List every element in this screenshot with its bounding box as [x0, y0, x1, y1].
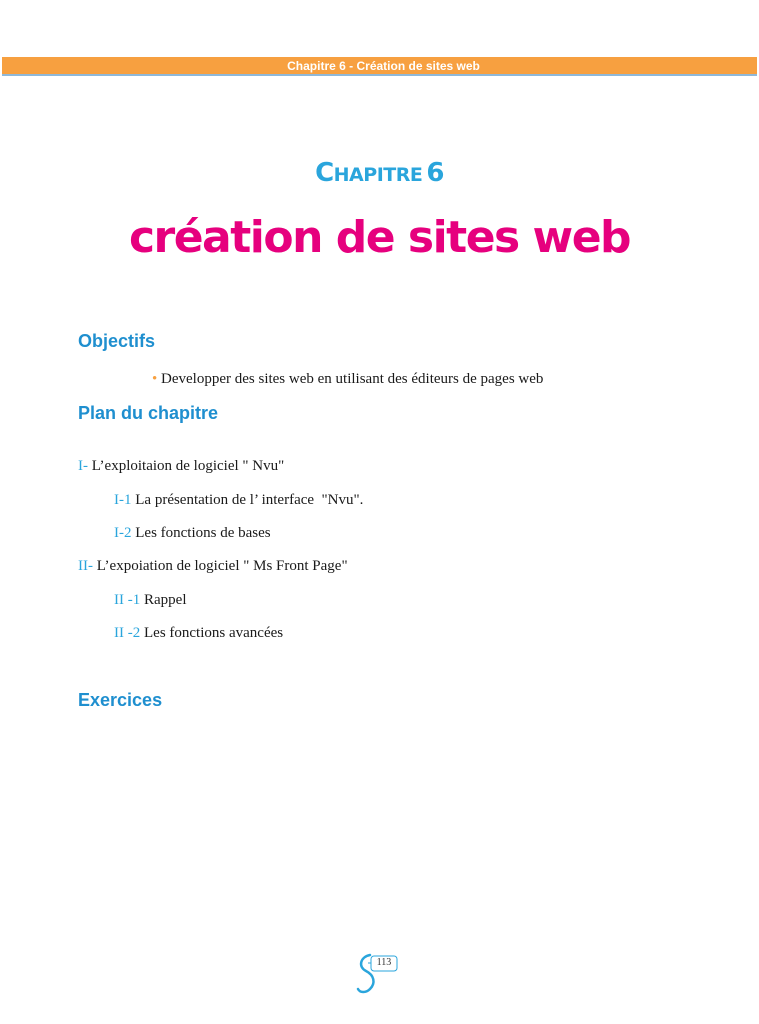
chapter-title: création de sites web	[128, 212, 631, 263]
plan-item-2	[78, 558, 348, 575]
chapter-label-initial: C	[315, 158, 334, 188]
plan-item-number: I-	[78, 458, 88, 474]
page-number-ornament	[352, 953, 402, 997]
running-title: Chapitre 6 - Création de sites web	[287, 58, 480, 73]
plan-item-text: La présentation de l’ interface "Nvu".	[131, 492, 364, 508]
plan-heading: Plan du chapitre	[78, 403, 219, 423]
page-number: 113	[376, 957, 392, 968]
objective-item	[152, 371, 543, 388]
plan-item-text: Les fonctions de bases	[131, 525, 271, 541]
plan-item-number: II -1	[114, 592, 141, 608]
plan-item-number: I-2	[114, 525, 132, 541]
objective-text: Developper des sites web en utilisant des éditeurs de pages web	[161, 371, 544, 387]
plan-item-1-2	[114, 525, 271, 542]
chapter-label-rest: HAPITRE	[333, 164, 423, 186]
objectives-heading: Objectifs	[78, 331, 156, 351]
plan-item-text: Rappel	[140, 592, 187, 608]
plan-item-1-1	[114, 492, 363, 509]
plan-item-text: L’expoiation de logiciel " Ms Front Page"	[93, 558, 348, 574]
plan-item-text: L’exploitaion de logiciel " Nvu"	[88, 458, 285, 474]
running-header	[2, 57, 757, 76]
plan-item-number: I-1	[114, 492, 132, 508]
chapter-number: 6	[426, 158, 444, 188]
chapter-label	[0, 158, 759, 188]
plan-item-1	[78, 458, 284, 475]
bullet-icon: •	[152, 371, 158, 387]
plan-item-text: Les fonctions avancées	[140, 625, 284, 641]
exercises-heading: Exercices	[78, 690, 163, 710]
plan-item-2-1	[114, 592, 187, 609]
plan-item-2-2	[114, 625, 283, 642]
plan-item-number: II-	[78, 558, 93, 574]
plan-item-number: II -2	[114, 625, 141, 641]
